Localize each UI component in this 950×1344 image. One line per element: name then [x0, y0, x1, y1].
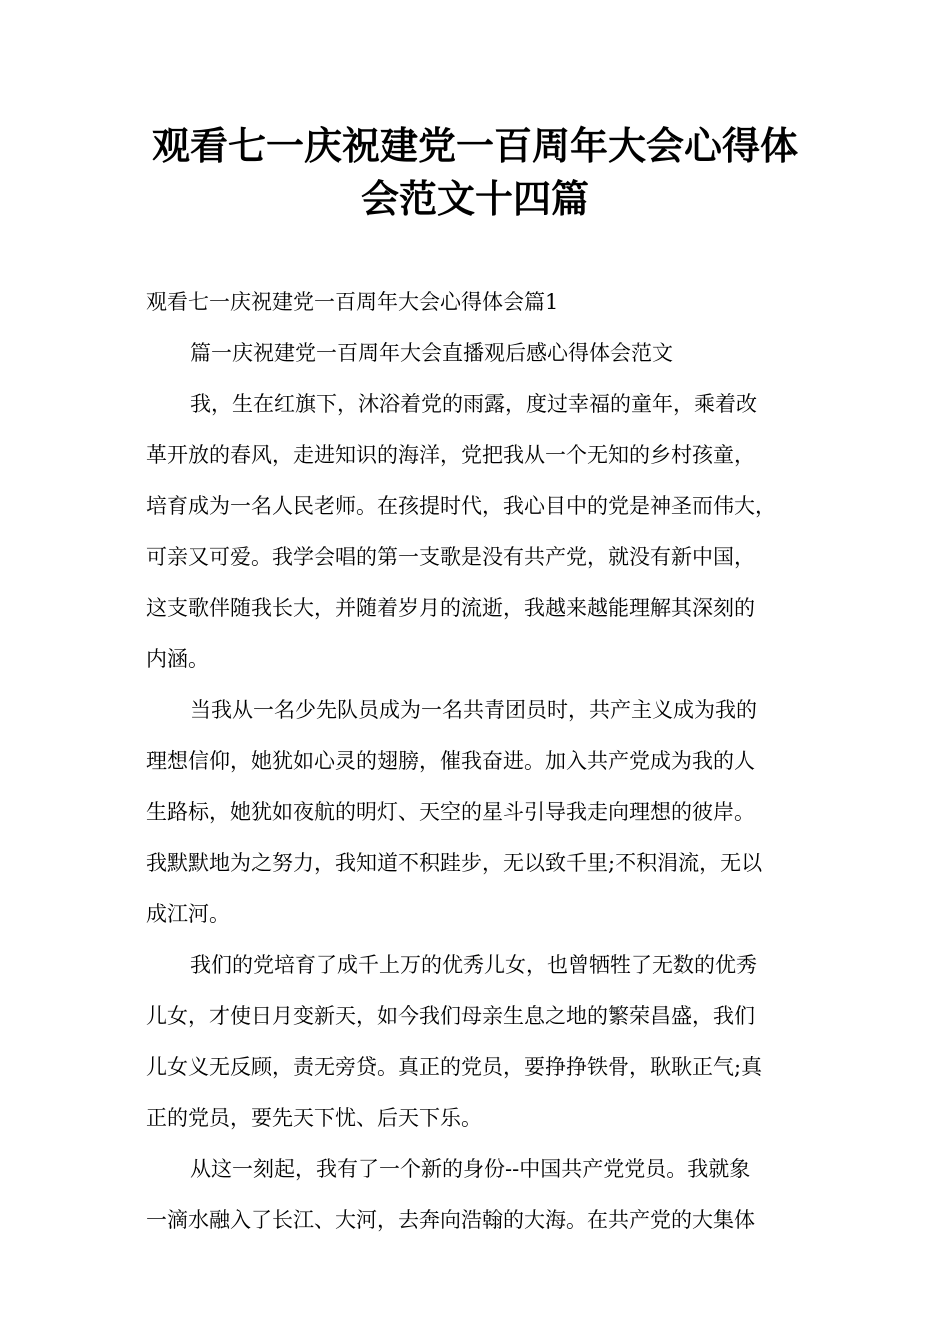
paragraph-line: 儿女，才使日月变新天，如今我们母亲生息之地的繁荣昌盛，我们 — [146, 1004, 755, 1028]
paragraph-line: 一滴水融入了长江、大河，去奔向浩翰的大海。在共产党的大集体 — [146, 1208, 755, 1232]
paragraph-line: 理想信仰，她犹如心灵的翅膀，催我奋进。加入共产党成为我的人 — [146, 749, 755, 773]
paragraph-line: 成江河。 — [146, 902, 230, 926]
paragraph-line: 培育成为一名人民老师。在孩提时代，我心目中的党是神圣而伟大， — [146, 494, 776, 518]
paragraph-line: 我们的党培育了成千上万的优秀儿女，也曾牺牲了无数的优秀 — [190, 953, 757, 977]
paragraph-line: 我，生在红旗下，沐浴着党的雨露，度过幸福的童年，乘着改 — [190, 392, 757, 416]
paragraph-line: 当我从一名少先队员成为一名共青团员时，共产主义成为我的 — [190, 698, 757, 722]
section-heading: 观看七一庆祝建党一百周年大会心得体会篇1 — [146, 290, 559, 314]
title-line-1: 观看七一庆祝建党一百周年大会心得体 — [151, 124, 798, 168]
paragraph-line: 从这一刻起，我有了一个新的身份--中国共产党党员。我就象 — [190, 1157, 751, 1181]
paragraph-line: 儿女义无反顾，责无旁贷。真正的党员，要挣挣铁骨，耿耿正气;真 — [146, 1055, 763, 1079]
paragraph-line: 我默默地为之努力，我知道不积跬步，无以致千里;不积涓流，无以 — [146, 851, 763, 875]
paragraph-line: 革开放的春风，走进知识的海洋，党把我从一个无知的乡村孩童， — [146, 443, 755, 467]
paragraph-line: 生路标，她犹如夜航的明灯、天空的星斗引导我走向理想的彼岸。 — [146, 800, 755, 824]
title-line-2: 会范文十四篇 — [360, 177, 589, 221]
paragraph-line: 正的党员，要先天下忧、后天下乐。 — [146, 1106, 482, 1130]
subheading: 篇一庆祝建党一百周年大会直播观后感心得体会范文 — [190, 341, 673, 365]
document-body — [146, 283, 826, 1252]
document-title — [120, 120, 830, 226]
paragraph-line: 可亲又可爱。我学会唱的第一支歌是没有共产党，就没有新中国， — [146, 545, 755, 569]
paragraph-line: 这支歌伴随我长大，并随着岁月的流逝，我越来越能理解其深刻的 — [146, 596, 755, 620]
paragraph-line: 内涵。 — [146, 647, 209, 671]
